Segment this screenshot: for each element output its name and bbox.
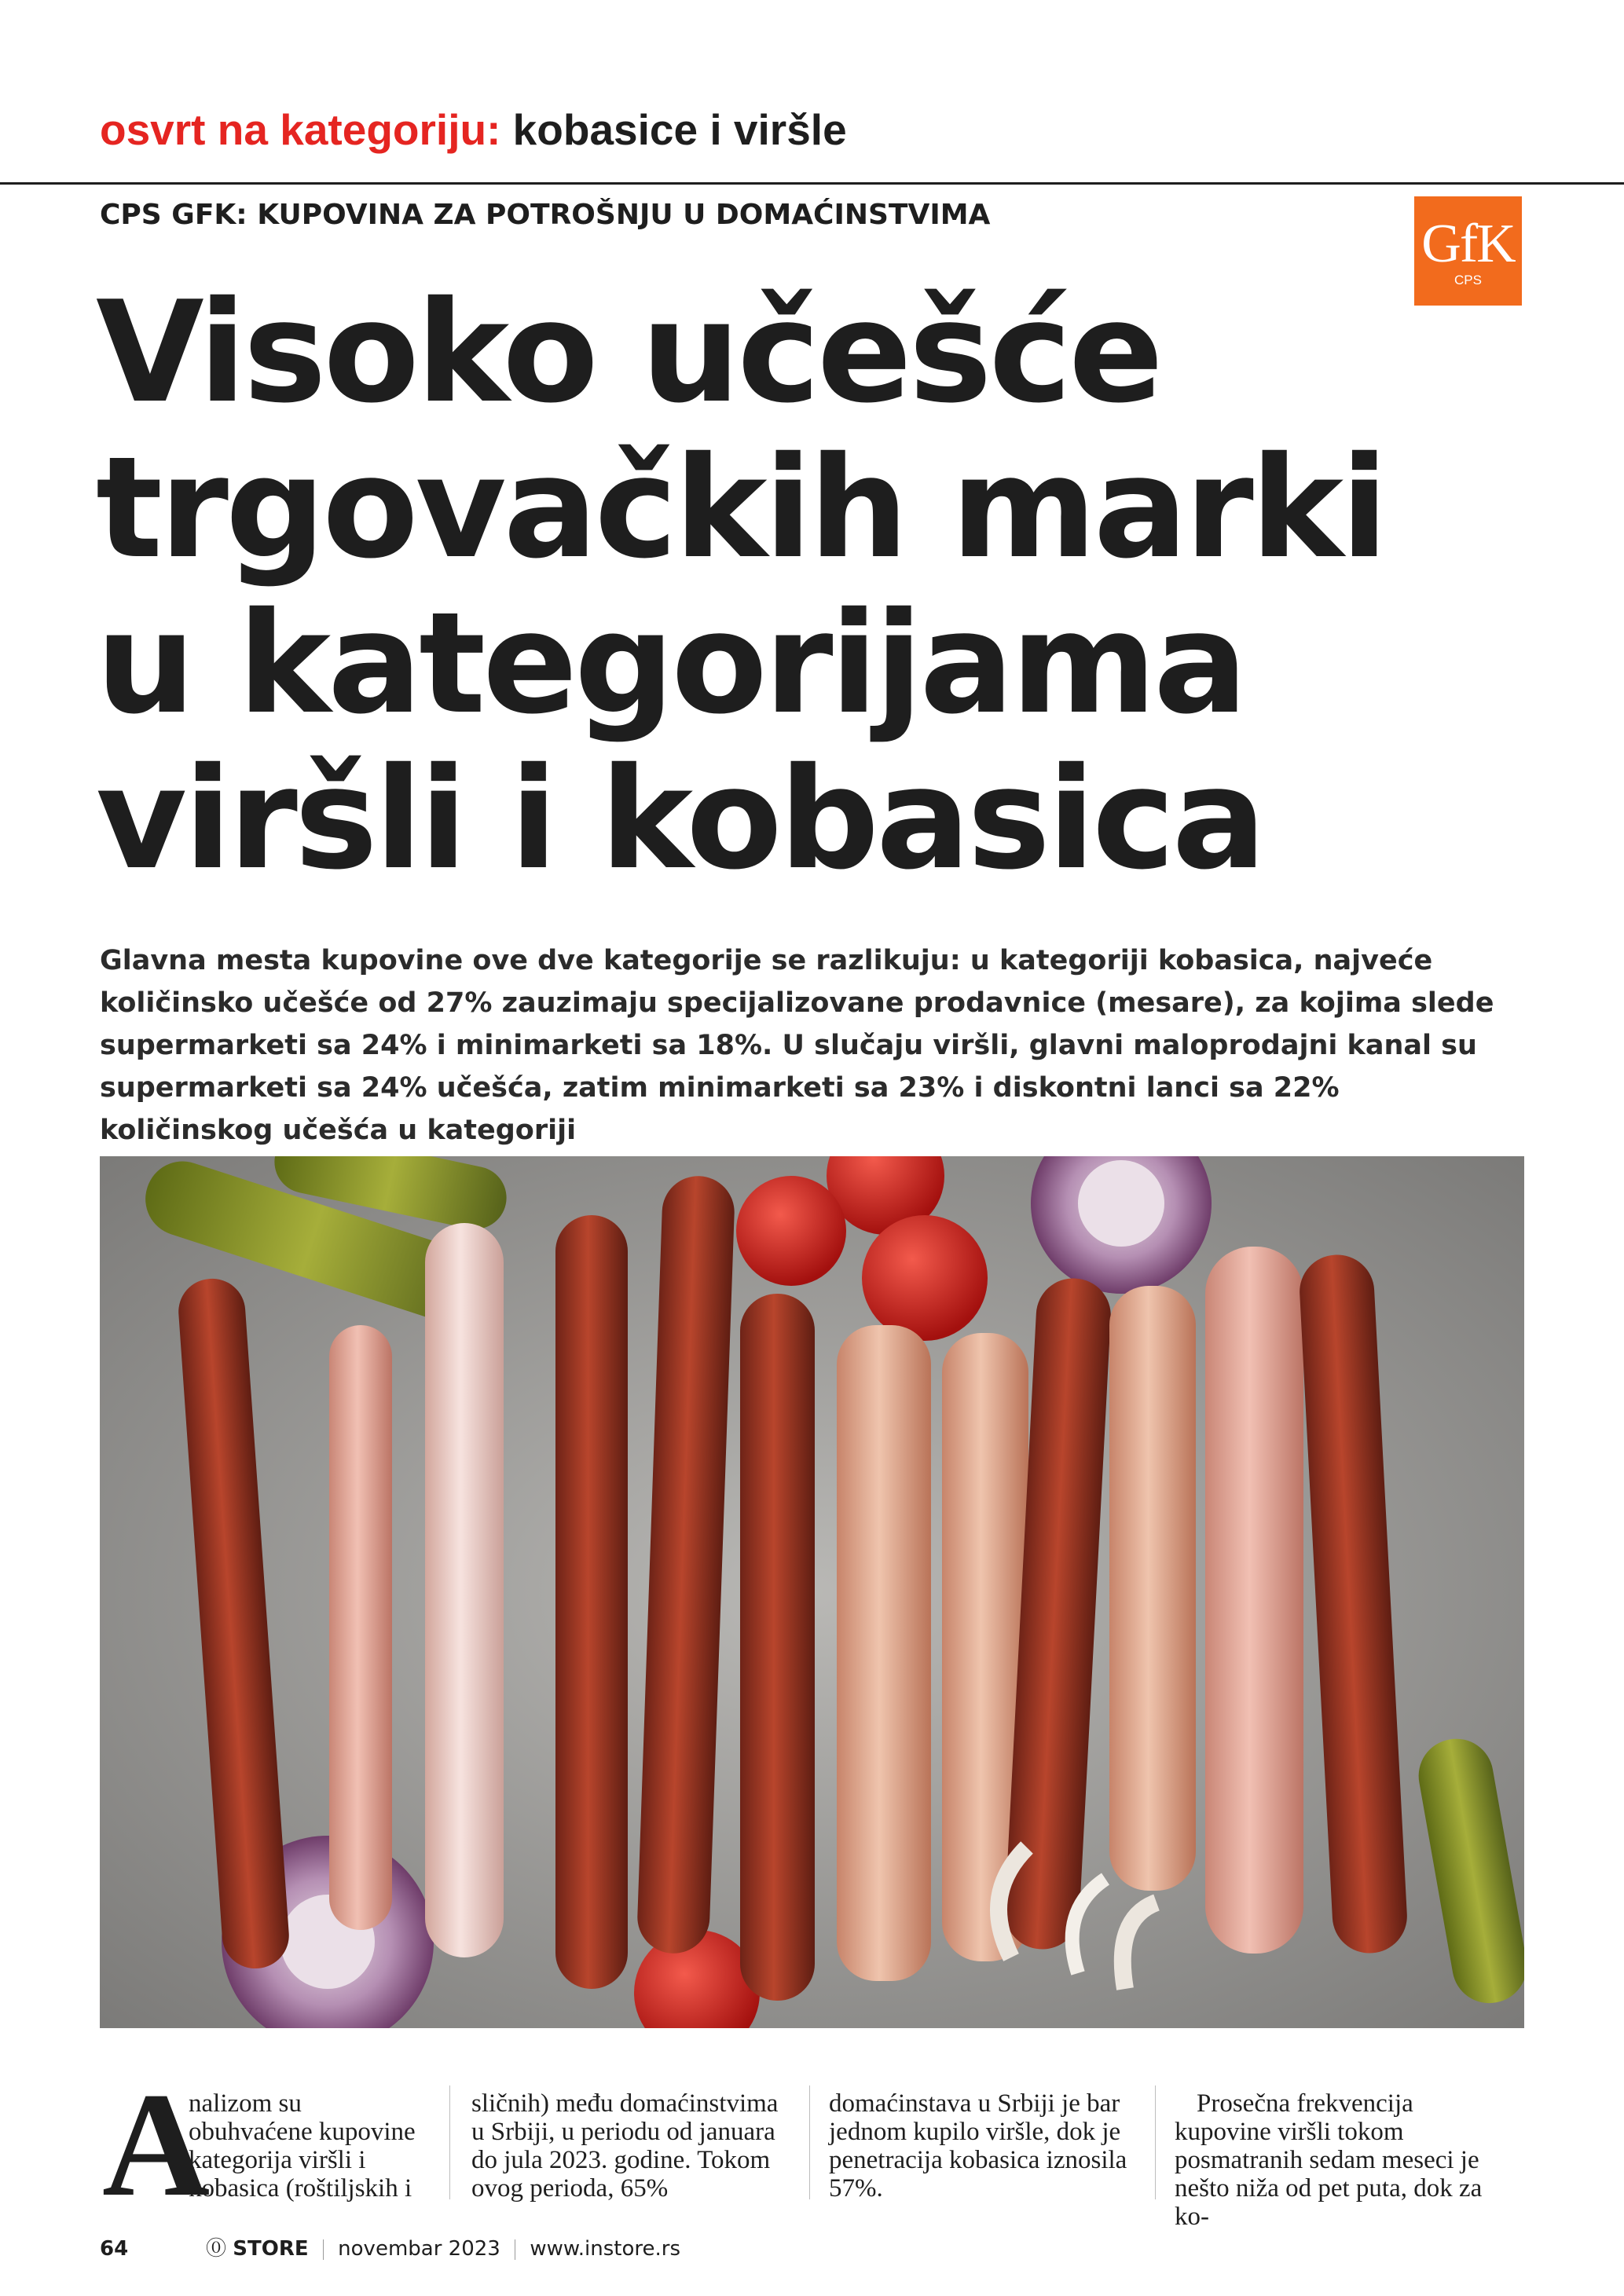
body-column-1: nalizom su obuhvaćene kupovine kategorija viršli i kobasica (roštiljskih i [189, 2089, 416, 2203]
headline-line: u kategorijama [96, 582, 1245, 745]
headline-line: viršli i kobasica [96, 738, 1263, 900]
section-category: osvrt na kategoriju: [100, 105, 501, 154]
footer-brand: STORE [233, 2237, 309, 2261]
footer-issue: novembar 2023 [338, 2237, 500, 2261]
gfk-logo-sub: CPS [1454, 273, 1482, 287]
article-headline [96, 271, 1386, 900]
sausages-illustration [100, 1156, 1524, 2028]
column-divider [809, 2085, 810, 2199]
store-logo-icon: ⓪ [206, 2237, 227, 2261]
headline-line: Visoko učešće [96, 271, 1160, 434]
section-header [100, 105, 847, 154]
body-column-2: sličnih) među domaćinstvima u Srbiji, u periodu od januara do jula 2023. godine. Tokom ovog perioda, 65% [471, 2089, 779, 2203]
section-topic: kobasice i viršle [512, 105, 847, 154]
sausages-photo [100, 1156, 1524, 2028]
footer-page-number [100, 2239, 128, 2259]
article-kicker: CPS GFK: KUPOVINA ZA POTROŠNJU U DOMAĆINSTVIMA [100, 199, 991, 231]
page-number: 64 [100, 2237, 129, 2261]
gfk-logo [1414, 196, 1522, 306]
footer-url[interactable]: www.instore.rs [530, 2237, 680, 2261]
gfk-logo-mark: GfK [1421, 214, 1515, 274]
footer-info [206, 2239, 680, 2260]
column-divider [1155, 2085, 1156, 2199]
header-rule [0, 182, 1624, 185]
column-divider [449, 2085, 450, 2199]
body-column-4: Prosečna frekvencija kupovine viršli tokom posmatranih sedam meseci je nešto niža od pet puta, dok za ko- [1175, 2089, 1483, 2231]
headline-line: trgovačkih marki [96, 427, 1386, 589]
drop-cap: A [102, 2063, 211, 2228]
footer-separator [323, 2239, 324, 2260]
article-lead: Glavna mesta kupovine ove dve kategorije se razlikuju: u kategoriji kobasica, najveće količinsko učešće od 27% zauzimaju specijalizovane prodavnice (mesare), za kojima slede supermarketi sa 24% i minimarketi sa 18%. U slučaju viršli, glavni maloprodajni kanal su supermarketi sa 24% učešća, zatim minimarketi sa 23% i diskontni lanci sa 22% količinskog učešća u kategoriji [100, 945, 1494, 1146]
body-column-3: domaćinstava u Srbiji je bar jednom kupilo viršle, dok je penetracija kobasica iznosila 57%. [829, 2089, 1127, 2203]
